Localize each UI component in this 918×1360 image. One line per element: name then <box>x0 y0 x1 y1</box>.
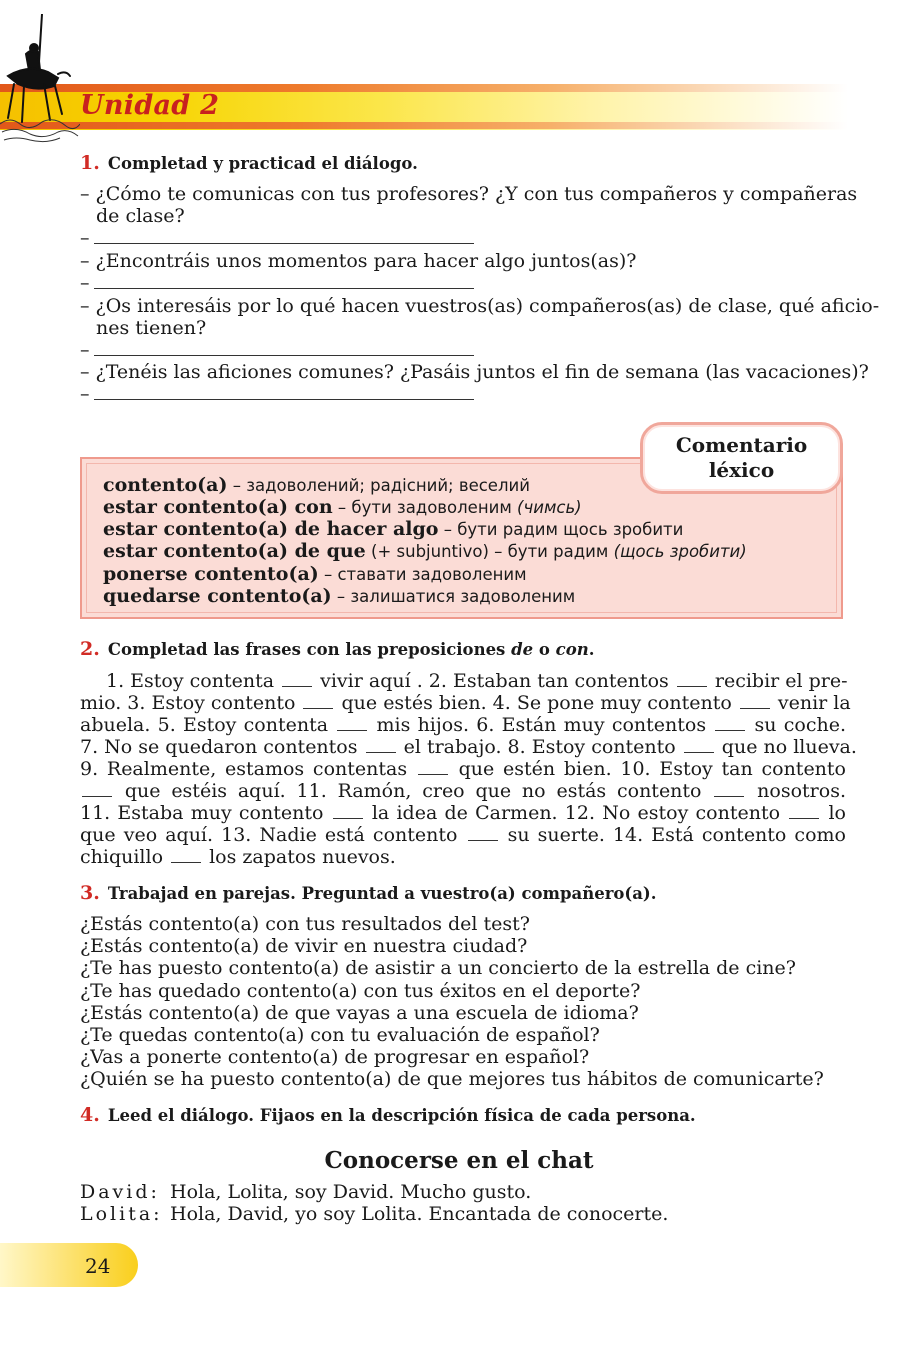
question-line: ¿Estás contento(a) de que vayas a una escuela de idioma? <box>80 1002 639 1024</box>
dialogue-line: – ¿Cómo te comunicas con tus profesores? ¿Y con tus compañeros y compañeras <box>80 183 858 205</box>
lexico-entry: estar contento(a) con – бути задоволеним (чимсь) <box>103 496 582 518</box>
dialogue-line: – ¿Os interesáis por lo qué hacen vuestros(as) compañeros(as) de clase, qué aficio- <box>80 295 880 317</box>
dialogue-text: Hola, David, yo soy Lolita. Encantada de conocerte. <box>170 1203 669 1225</box>
dialogue-text: Hola, Lolita, soy David. Mucho gusto. <box>170 1181 532 1203</box>
fill-blank[interactable] <box>282 672 312 687</box>
dialogue-line: – ¿Encontráis unos momentos para hacer algo juntos(as)? <box>80 250 637 272</box>
fill-blank[interactable] <box>333 804 363 819</box>
dialogue-line: de clase? <box>96 205 185 227</box>
fill-blank[interactable] <box>468 826 498 841</box>
answer-line[interactable]: – <box>80 227 846 249</box>
fill-blank[interactable] <box>684 738 714 753</box>
task2-heading: 2. Completad las frases con las preposiciones de o con. <box>80 638 595 660</box>
question-line: ¿Estás contento(a) con tus resultados del test? <box>80 913 530 935</box>
answer-line[interactable]: – <box>80 383 846 405</box>
task4-heading: 4. Leed el diálogo. Fijaos en la descripción física de cada persona. <box>80 1104 696 1126</box>
question-line: ¿Te has quedado contento(a) con tus éxitos en el deporte? <box>80 980 641 1002</box>
answer-blank[interactable] <box>94 339 474 356</box>
speaker-name: Lolita: <box>80 1203 163 1225</box>
exercise-line: abuela. 5. Estoy contenta mis hijos. 6. Están muy contentos su coche. <box>80 714 847 736</box>
page-number-tab <box>0 1243 138 1287</box>
question-line: ¿Te quedas contento(a) con tu evaluación de español? <box>80 1024 600 1046</box>
question-line: ¿Te has puesto contento(a) de asistir a un concierto de la estrella de cine? <box>80 957 796 979</box>
exercise-line: 1. Estoy contenta vivir aquí . 2. Estaban tan contentos recibir el pre- <box>106 670 848 692</box>
exercise-line: que estéis aquí. 11. Ramón, creo que no estás contento nosotros. <box>80 780 846 802</box>
fill-blank[interactable] <box>337 716 367 731</box>
lexico-title: Comentario léxico <box>675 433 808 482</box>
task-instruction: Completad y practicad el diálogo. <box>107 154 418 173</box>
answer-line[interactable]: – <box>80 339 846 361</box>
dialogue-row <box>80 1203 846 1225</box>
dialogue-line: nes tienen? <box>96 317 207 339</box>
exercise-line: mio. 3. Estoy contento que estés bien. 4. Se pone muy contento venir la <box>80 692 851 714</box>
lexico-entry: contento(a) – задоволений; радісний; веселий <box>103 474 530 496</box>
exercise-line: 7. No se quedaron contentos el trabajo. 8. Estoy contento que no llueva. <box>80 736 857 758</box>
fill-blank[interactable] <box>82 782 112 797</box>
exercise-line: chiquillo los zapatos nuevos. <box>80 846 396 868</box>
exercise-line: 11. Estaba muy contento la idea de Carmen. 12. No estoy contento lo <box>80 802 846 824</box>
question-line: ¿Quién se ha puesto contento(a) de que mejores tus hábitos de comunicarte? <box>80 1068 824 1090</box>
task1-heading <box>80 152 846 175</box>
fill-blank[interactable] <box>714 782 744 797</box>
dialogue-row <box>80 1181 846 1203</box>
don-quixote-icon <box>0 14 80 144</box>
chat-title: Conocerse en el chat <box>324 1147 594 1174</box>
question-line: ¿Estás contento(a) de vivir en nuestra ciudad? <box>80 935 528 957</box>
answer-blank[interactable] <box>94 383 474 400</box>
lexico-entry: ponerse contento(a) – ставати задоволеним <box>103 563 527 585</box>
fill-blank[interactable] <box>171 848 201 863</box>
dialogue-line: – ¿Tenéis las aficiones comunes? ¿Pasáis juntos el fin de semana (las vacaciones)? <box>80 361 869 383</box>
question-line: ¿Vas a ponerte contento(a) de progresar en español? <box>80 1046 590 1068</box>
fill-blank[interactable] <box>740 694 770 709</box>
answer-line[interactable]: – <box>80 272 846 294</box>
speaker-name: David: <box>80 1181 160 1203</box>
answer-blank[interactable] <box>94 272 474 289</box>
lexico-entry: estar contento(a) de que (+ subjuntivo) – бути радим (щось зробити) <box>103 540 747 562</box>
fill-blank[interactable] <box>789 804 819 819</box>
unit-header-band-bottom <box>0 122 848 129</box>
fill-blank[interactable] <box>677 672 707 687</box>
fill-blank[interactable] <box>418 760 448 775</box>
unit-title: Unidad 2 <box>80 90 220 121</box>
fill-blank[interactable] <box>715 716 745 731</box>
task-number: 1. <box>80 152 100 174</box>
fill-blank[interactable] <box>303 694 333 709</box>
page-number: 24 <box>85 1254 111 1278</box>
exercise-line: que veo aquí. 13. Nadie está contento su suerte. 14. Está contento como <box>80 824 846 846</box>
lexico-entry: quedarse contento(a) – залишатися задоволеним <box>103 585 576 607</box>
exercise-line: 9. Realmente, estamos contentas que estén bien. 10. Estoy tan contento <box>80 758 846 780</box>
lexico-entry: estar contento(a) de hacer algo – бути радим щось зробити <box>103 518 684 540</box>
task3-heading: 3. Trabajad en parejas. Preguntad a vuestro(a) compañero(a). <box>80 882 657 904</box>
answer-blank[interactable] <box>94 227 474 244</box>
fill-blank[interactable] <box>366 738 396 753</box>
